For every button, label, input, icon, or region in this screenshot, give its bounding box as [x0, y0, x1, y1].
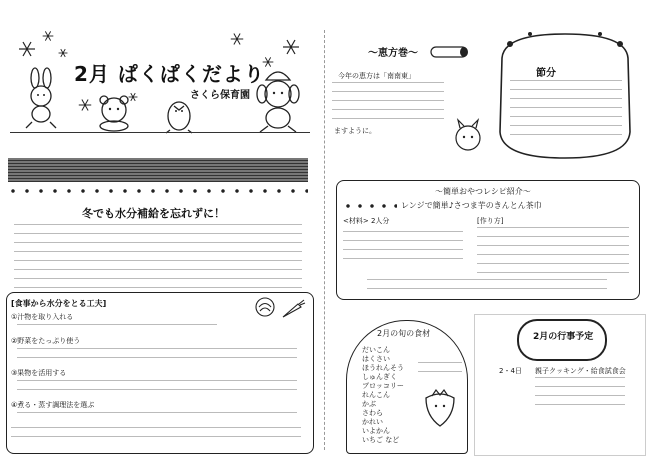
intro-text-block	[8, 158, 308, 182]
recipe-heading: 〜簡単おやつレシピ紹介〜	[435, 187, 531, 196]
snowflake-icon	[78, 98, 92, 112]
newsletter-title: 2月 ぱくぱくだより	[74, 62, 265, 86]
recipe-note	[367, 279, 607, 293]
seasonal-item: ほうれんそう	[362, 364, 404, 372]
recipe-name: レンジで簡単♪さつま芋のきんとん茶巾	[401, 201, 542, 210]
events-rows-faint	[535, 377, 625, 413]
tip-item: ②野菜をたっぷり使う	[11, 337, 81, 345]
recipe-flower-row	[343, 201, 397, 211]
event-date: 2・4日	[499, 367, 522, 375]
seasonal-item: はくさい	[362, 355, 390, 363]
ehomaki-text	[332, 82, 444, 127]
setsubun-text	[510, 80, 622, 140]
tip-text	[17, 380, 297, 398]
left-page	[0, 0, 322, 459]
seasonal-note	[418, 362, 462, 380]
seasonal-item: かれい	[362, 418, 383, 426]
maki-roll-icon	[430, 44, 470, 60]
ehomaki-heading: 〜恵方巻〜	[368, 48, 418, 59]
cabbage-icon	[254, 296, 276, 318]
bunny-icon	[18, 68, 68, 130]
ingredients-list	[343, 231, 463, 267]
tip-item: ③果物を活用する	[11, 369, 67, 377]
water-body-text	[14, 224, 302, 288]
method-text	[477, 227, 629, 277]
tip-item: ①汁物を取り入れる	[11, 313, 74, 321]
event-name: 親子クッキング・給食試食会	[535, 367, 626, 375]
snowflake-icon	[18, 40, 36, 58]
seasonal-item: いちご など	[362, 436, 400, 444]
bear-icon	[92, 94, 136, 132]
tip-text	[17, 348, 297, 366]
recipe-box	[336, 180, 640, 300]
setsubun-heading: 節分	[536, 68, 556, 79]
seasonal-item: いよかん	[362, 427, 390, 435]
snowflake-icon	[230, 32, 244, 46]
snowflake-icon	[42, 30, 54, 42]
ehomaki-line: ますように。	[334, 127, 376, 135]
seasonal-item: ブロッコリー	[362, 382, 404, 390]
right-page	[326, 0, 650, 459]
events-heading: 2月の行事予定	[533, 332, 594, 342]
carrot-icon	[280, 298, 306, 320]
seasonal-item: さわら	[362, 409, 383, 417]
oni-icon	[448, 116, 488, 156]
seasonal-item: れんこん	[362, 391, 390, 399]
ehomaki-line: 今年の恵方は「南南東」	[338, 72, 415, 80]
snowflake-icon	[58, 48, 68, 58]
seasonal-item: だいこん	[362, 346, 390, 354]
method-label: [作り方]	[477, 217, 504, 225]
seasonal-item: しゅんぎく	[362, 373, 397, 381]
page-divider	[324, 30, 325, 450]
dog-icon	[248, 66, 308, 134]
tips-box-heading: [食事から水分をとる工夫]	[11, 299, 107, 308]
ingredients-label: <材料> 2人分	[343, 217, 390, 225]
water-section-heading: 冬でも水分補給を忘れずに！	[82, 207, 225, 220]
flower-border	[8, 186, 308, 196]
penguin-icon	[160, 94, 198, 134]
tip-text	[17, 324, 217, 333]
school-name: さくら保育園	[190, 90, 250, 101]
snow-ground	[10, 132, 310, 133]
tip-item: ④煮る・蒸す調理法を選ぶ	[11, 401, 95, 409]
events-box	[474, 314, 646, 456]
tip-text	[17, 412, 297, 421]
seasonal-heading: 2月の旬の食材	[377, 329, 431, 338]
seasonal-item: かぶ	[362, 400, 376, 408]
strawberry-icon	[422, 388, 458, 428]
snowflake-icon	[282, 38, 300, 56]
closing-text	[11, 427, 301, 445]
